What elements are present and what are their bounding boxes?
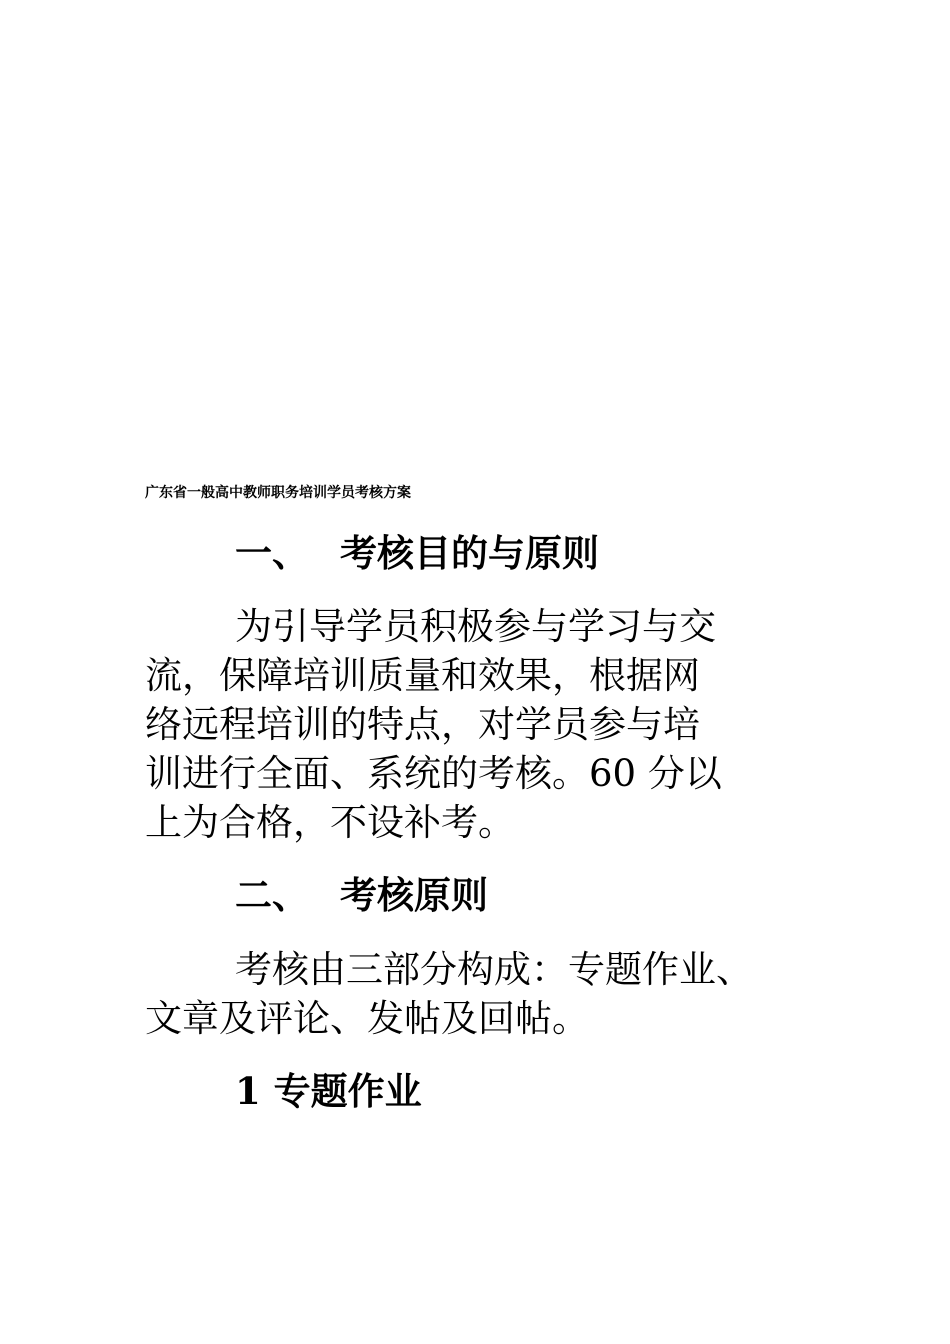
subsection-title-1: 专题作业 [273,1069,422,1113]
paragraph-line: 流，保障培训质量和效果，根据网 [145,654,700,697]
subsection-heading-1 [235,1069,422,1113]
section-number-2: 二、 [235,873,309,917]
paragraph-line: 络远程培训的特点，对学员参与培 [145,703,700,746]
document-title: 广东省一般高中教师职务培训学员考核方案 [145,485,411,501]
section-number-1: 一、 [235,531,309,575]
section-title-2: 考核原则 [340,873,488,917]
subsection-number-1: 1 [235,1069,261,1113]
section-heading-1 [235,531,599,575]
paragraph-line: 为引导学员积极参与学习与交 [235,605,716,648]
paragraph-line: 上为合格，不设补考。 [145,801,515,844]
paragraph-line: 文章及评论、发帖及回帖。 [145,997,589,1040]
section-title-1: 考核目的与原则 [340,531,599,575]
section-paragraph-2 [145,945,805,1043]
section-paragraph-1 [145,602,805,847]
section-heading-2 [235,873,488,917]
paragraph-line: 考核由三部分构成：专题作业、 [235,948,753,991]
paragraph-line: 训进行全面、系统的考核。60 分以 [145,752,722,795]
